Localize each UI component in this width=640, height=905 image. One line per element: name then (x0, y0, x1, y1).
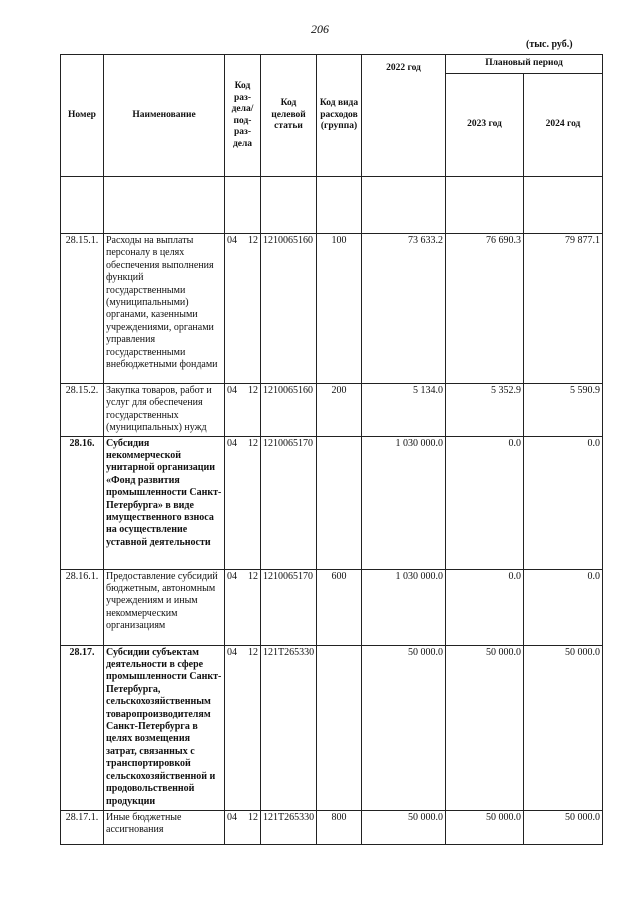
row-target-code: 1210065170 (261, 436, 317, 569)
row-number: 28.16.1. (61, 569, 104, 645)
row-section-code (225, 234, 261, 384)
row-number: 28.17. (61, 645, 104, 810)
row-2022: 5 134.0 (362, 384, 446, 437)
row-2023: 50 000.0 (446, 810, 524, 844)
table-row (61, 234, 603, 384)
row-section-code (225, 436, 261, 569)
header-number: Номер (61, 55, 104, 177)
section-code: 04 (227, 570, 237, 582)
row-expense-group: 200 (317, 384, 362, 437)
spacer-row (61, 177, 603, 234)
row-2023: 76 690.3 (446, 234, 524, 384)
row-2024: 79 877.1 (524, 234, 603, 384)
table-row (61, 384, 603, 437)
row-name: Субсидии субъектам деятельности в сфере промышленности Санкт-Петербурга, сельскохозяйственным товаропроизводителям Санкт-Петербурга в целях возмещения затрат, связанных с транспортировкой сельскохозяйственной и продовольственной продукции (104, 645, 225, 810)
row-2024: 50 000.0 (524, 810, 603, 844)
subsection-code: 12 (248, 385, 258, 396)
row-2023: 0.0 (446, 436, 524, 569)
row-2022: 50 000.0 (362, 645, 446, 810)
budget-table (60, 54, 603, 845)
header-2024: 2024 год (524, 74, 603, 177)
row-2022: 1 030 000.0 (362, 436, 446, 569)
row-target-code: 1210065160 (261, 234, 317, 384)
row-2022: 73 633.2 (362, 234, 446, 384)
row-target-code: 1210065160 (261, 384, 317, 437)
section-code: 04 (227, 385, 237, 396)
row-number: 28.17.1. (61, 810, 104, 844)
row-number: 28.15.1. (61, 234, 104, 384)
page-number: 206 (311, 22, 329, 36)
row-2023: 50 000.0 (446, 645, 524, 810)
row-2024: 0.0 (524, 436, 603, 569)
subsection-code: 12 (248, 235, 258, 246)
row-expense-group: 600 (317, 569, 362, 645)
header-name: Наименование (104, 55, 225, 177)
row-section-code (225, 645, 261, 810)
row-expense-group (317, 645, 362, 810)
section-code: 04 (227, 646, 237, 658)
subsection-code: 12 (248, 437, 258, 449)
header-2022: 2022 год (362, 55, 446, 177)
header-expense-group: Код вида расходов (группа) (317, 55, 362, 177)
table-row (61, 436, 603, 569)
subsection-code: 12 (248, 570, 258, 582)
row-name: Иные бюджетные ассигнования (104, 810, 225, 844)
row-number: 28.15.2. (61, 384, 104, 437)
row-expense-group: 800 (317, 810, 362, 844)
subsection-code: 12 (248, 646, 258, 658)
header-section-code: Код раз-дела/ под-раз-дела (225, 55, 261, 177)
table-row (61, 645, 603, 810)
row-2023: 0.0 (446, 569, 524, 645)
subsection-code: 12 (248, 811, 258, 823)
row-2023: 5 352.9 (446, 384, 524, 437)
row-2024: 5 590.9 (524, 384, 603, 437)
table-row (61, 810, 603, 844)
row-name: Закупка товаров, работ и услуг для обеспечения государственных (муниципальных) нужд (104, 384, 225, 437)
row-section-code (225, 384, 261, 437)
header-row-top (61, 55, 603, 74)
row-2022: 50 000.0 (362, 810, 446, 844)
row-expense-group: 100 (317, 234, 362, 384)
section-code: 04 (227, 811, 237, 823)
row-target-code: 121Т265330 (261, 645, 317, 810)
row-target-code: 121Т265330 (261, 810, 317, 844)
row-number: 28.16. (61, 436, 104, 569)
row-2024: 50 000.0 (524, 645, 603, 810)
section-code: 04 (227, 235, 237, 246)
row-expense-group (317, 436, 362, 569)
row-section-code (225, 810, 261, 844)
section-code: 04 (227, 437, 237, 449)
row-section-code (225, 569, 261, 645)
row-target-code: 1210065170 (261, 569, 317, 645)
header-planned-period: Плановый период (446, 55, 603, 74)
row-2024: 0.0 (524, 569, 603, 645)
header-2023: 2023 год (446, 74, 524, 177)
header-target-code: Код целевой статьи (261, 55, 317, 177)
table-row (61, 569, 603, 645)
row-name: Субсидия некоммерческой унитарной организации «Фонд развития промышленности Санкт-Петербурга» в виде имущественного взноса на осуществление уставной деятельности (104, 436, 225, 569)
row-name: Расходы на выплаты персоналу в целях обеспечения выполнения функций государственными (муниципальными) органами, казенными учреждениями, органами управления государственными внебюджетными фондами (104, 234, 225, 384)
row-name: Предоставление субсидий бюджетным, автономным учреждениям и иным некоммерческим организациям (104, 569, 225, 645)
units-label: (тыс. руб.) (526, 39, 573, 50)
row-2022: 1 030 000.0 (362, 569, 446, 645)
